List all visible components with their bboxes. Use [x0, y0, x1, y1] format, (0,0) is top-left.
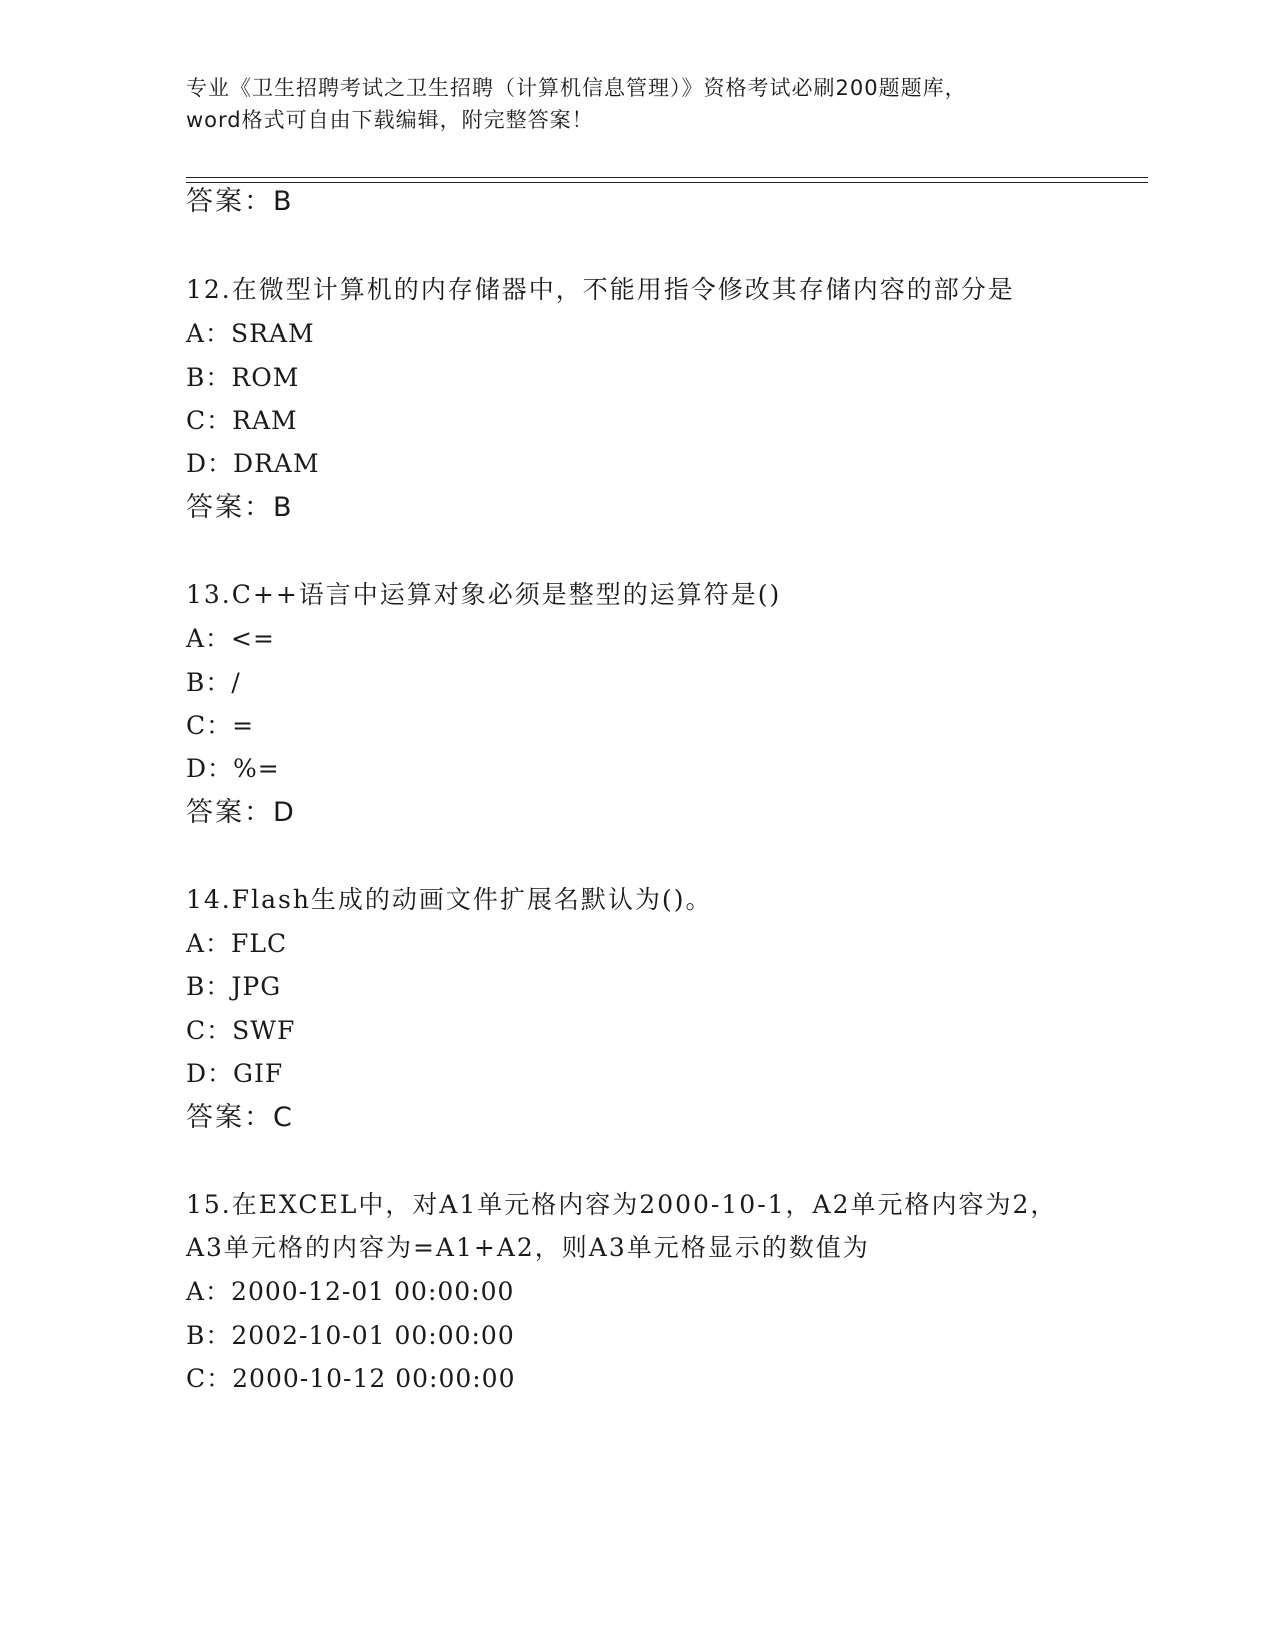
header-divider: [186, 177, 1148, 183]
question-12-option-b: B：ROM: [186, 363, 300, 392]
document-header: [186, 72, 1086, 136]
question-15-option-c: C：2000-10-12 00:00:00: [186, 1364, 516, 1393]
answer-prev: 答案：B: [186, 186, 294, 217]
question-12-answer: 答案：B: [186, 492, 294, 523]
question-12-stem: 12.在微型计算机的内存储器中，不能用指令修改其存储内容的部分是: [186, 275, 1015, 304]
question-12-option-a: A：SRAM: [186, 319, 315, 348]
question-13-answer: 答案：D: [186, 797, 296, 828]
question-14-option-b: B：JPG: [186, 972, 282, 1001]
question-13-option-c: C：=: [186, 711, 255, 740]
question-14-option-c: C：SWF: [186, 1016, 296, 1045]
question-13-option-d: D：%=: [186, 754, 280, 783]
question-14-answer: 答案：C: [186, 1102, 294, 1133]
header-title-line-2: word格式可自由下载编辑，附完整答案！: [186, 108, 594, 132]
question-14-stem: 14.Flash生成的动画文件扩展名默认为()。: [186, 885, 713, 914]
question-15-stem-line-2: A3单元格的内容为=A1+A2，则A3单元格显示的数值为: [186, 1233, 870, 1262]
question-15-option-b: B：2002-10-01 00:00:00: [186, 1321, 515, 1350]
question-15-option-a: A：2000-12-01 00:00:00: [186, 1277, 515, 1306]
question-12-option-d: D：DRAM: [186, 449, 320, 478]
question-14-option-d: D：GIF: [186, 1059, 284, 1088]
question-13-stem: 13.C++语言中运算对象必须是整型的运算符是(): [186, 580, 782, 609]
question-13-option-a: A：<=: [186, 624, 275, 653]
question-12-option-c: C：RAM: [186, 406, 298, 435]
question-15-stem-line-1: 15.在EXCEL中，对A1单元格内容为2000-10-1，A2单元格内容为2，: [186, 1190, 1058, 1219]
question-14-option-a: A：FLC: [186, 929, 288, 958]
question-13-option-b: B：/: [186, 668, 241, 697]
header-title-line-1: 专业《卫生招聘考试之卫生招聘（计算机信息管理）》资格考试必刷200题题库，: [186, 76, 967, 100]
